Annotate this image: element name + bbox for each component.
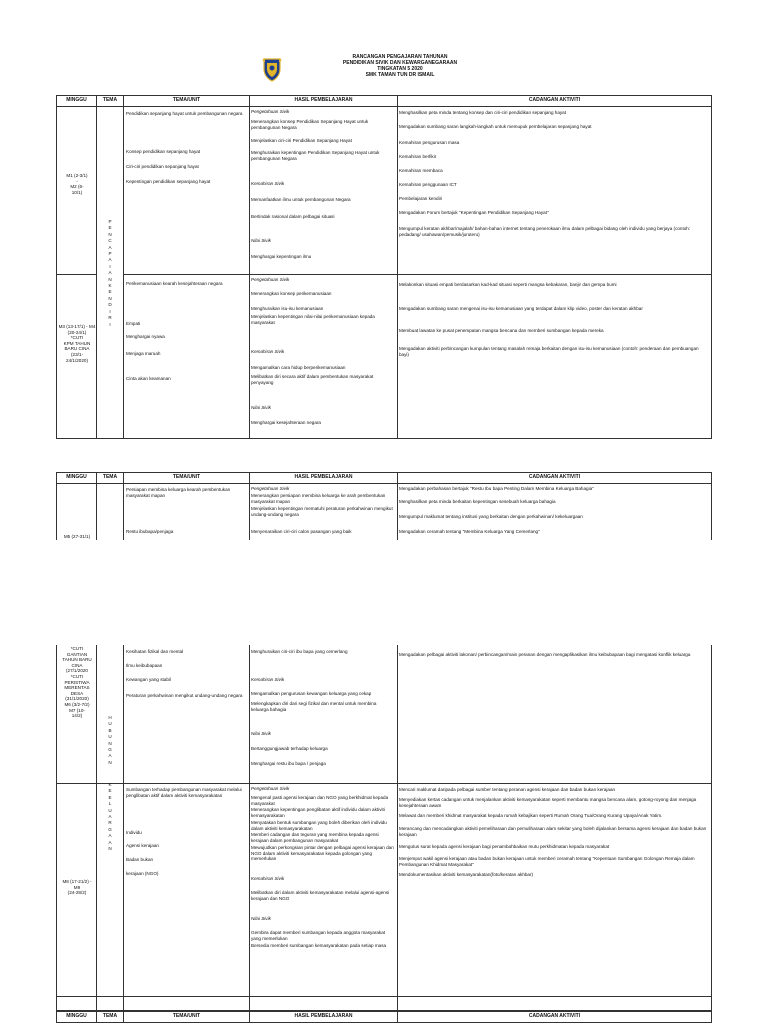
aktiviti-item: Kemahiran pengurusan masa xyxy=(399,140,460,145)
aktiviti-item: Pembelajaran kendiri xyxy=(399,196,443,201)
unit-item: Kesihatan fizikal dan mental xyxy=(126,649,184,654)
col-hasil: HASIL PEMBELAJARAN xyxy=(250,96,398,107)
unit-item: Persiapan membina keluarga kearah pembentukan masyarakat mapan xyxy=(126,487,231,498)
hasil-item: Menyenaraikan ciri-ciri calon pasangan yang baik xyxy=(251,529,352,534)
hasil-heading: Kemahiran Sivik xyxy=(251,181,285,186)
aktiviti-item: Menghasilkan peta minda berkaitan kepentingan sesebuah keluarga bahagia xyxy=(399,499,556,504)
col-aktiviti: CADANGAN AKTIVITI xyxy=(398,1012,712,1023)
hasil-heading: Nilai Sivik xyxy=(251,405,271,410)
aktiviti-item: Mengadakan ceramah tentang "Membina Keluarga Yang Cemerlang" xyxy=(399,529,540,534)
unit-item: Menjaga maruah xyxy=(126,351,161,356)
unit-item: Sumbangan terhadap pembangunan masyarakat melalui penglibatan aktif dalam aktiviti kemasyarakatan xyxy=(126,787,242,798)
aktiviti-item: Menghasilkan peta minda tentang konsep dan ciri-ciri pendidikan sepanjang hayat xyxy=(399,110,567,115)
aktiviti-item: Mengumpul maklumat tentang institusi yang berkaitan dengan perkahwinan/ kekeluargaan xyxy=(399,514,583,519)
hasil-heading: Kemahiran Sivik xyxy=(251,876,285,881)
header-school: SMK TAMAN TUN DR ISMAIL xyxy=(365,72,435,78)
hasil-item: Menghuraikan isu-isu kemanusiaan xyxy=(251,306,324,311)
table-row xyxy=(57,484,712,541)
hasil-item: Melibatkan diri dalam aktiviti kemasyarakatan melalui agensi-agensi kerajaan dan NGO xyxy=(251,890,390,901)
col-aktiviti: CADANGAN AKTIVITI xyxy=(398,96,712,107)
col-tema-unit: TEMA/UNIT xyxy=(124,473,250,484)
minggu-cell: M5 (27-31/1) xyxy=(63,534,91,539)
col-tema-unit: TEMA/UNIT xyxy=(124,1012,250,1023)
aktiviti-item: Mengadakan sumbang saran langkah-langkah untuk memupuk pembelajaran sepanjang hayat xyxy=(399,124,592,129)
col-minggu: MINGGU xyxy=(57,1012,97,1023)
hasil-item: Menghuraikan ciri-ciri ibu bapa yang cemerlang xyxy=(251,649,348,654)
aktiviti-item: Menjemput wakil agensi kerajaan atau badan bukan kerajaan untuk memberi ceramah tentang "Kepentuan Sumbangan Golongan Remaja dalam Pembangunan Khidmat Masyarakat" xyxy=(399,856,695,867)
plan-table-2 xyxy=(56,472,712,540)
col-tema: TEMA xyxy=(97,96,124,107)
aktiviti-item: Mengadakan perbahasan bertajuk "Restu Ibu bapa Penting Dalam Membina Keluarga Bahagia" xyxy=(399,486,594,491)
unit-item: Individu xyxy=(126,830,142,835)
col-tema: TEMA xyxy=(97,1012,124,1023)
col-minggu: MINGGU xyxy=(57,473,97,484)
unit-item: Cinta akan keamanan xyxy=(126,376,171,381)
aktiviti-item: Mengadakan pelbagai aktiviti lakonan/ perbincangan/main peranan dengan mengaplikasikan ilmu keibubapaan bagi mengatasi konflik keluarga xyxy=(399,652,691,657)
header-level: TINGKATAN 5 2020 xyxy=(377,66,423,72)
header-title: RANCANGAN PENGAJARAN TAHUNAN xyxy=(352,54,448,60)
unit-item: Agensi kerajaan xyxy=(126,843,159,848)
plan-table-4 xyxy=(56,1011,712,1023)
hasil-heading: Pengetahuan Sivik xyxy=(251,277,290,282)
hasil-item: Memberi cadangan dan teguran yang membina kepada agensi kerajaan dalam pembangunan masyarakat xyxy=(251,832,379,843)
plan-table-3 xyxy=(56,645,712,1011)
document-header xyxy=(300,54,500,78)
tema-vertical-label: K E E L U A R G A A N xyxy=(108,782,112,852)
hasil-item: Menjelaskan kepentingan mematuhi peraturan perkahwinan mengikut undang-undang negara xyxy=(251,506,393,517)
unit-item: kerajaan (NGO) xyxy=(126,871,159,876)
hasil-item: Mewujudkan perkongsian pintar dengan pelbagai agensi kerajaan dan NGO dalam aktiviti kemasyarakatan kepada golongan yang memerlukan xyxy=(251,845,394,862)
minggu-cell: M8 (17-21/2) - M9 (24-28/2) xyxy=(62,879,92,896)
unit-item: Badan bukan xyxy=(126,857,154,862)
hasil-heading: Nilai Sivik xyxy=(251,238,271,243)
hasil-heading: Kemahiran Sivik xyxy=(251,349,285,354)
aktiviti-item: Mengumpul keratan akhbar/majalah/ bahan-bahan internet tentang penerokaan ilmu dalam pelbagai bidang oleh individu yang berjaya (contoh: pedadang/ usahawan/pemusik/juruteru) xyxy=(399,226,691,237)
table-header-row xyxy=(57,96,712,107)
hasil-item: Menghuraikan kepentingan Pendidikan Sepanjang Hayat untuk pembangunan Negara xyxy=(251,150,380,161)
aktiviti-item: Mengutus surat kepada agensi kerajaan bagi penambahbaikan mutu perkhidmatan kepada masyarakat xyxy=(399,844,610,849)
unit-item: Restu ibubapa/penjaga xyxy=(126,529,174,534)
unit-item: Kewangan yang stabil xyxy=(126,677,171,682)
table-row xyxy=(57,784,712,997)
aktiviti-item: Membuat lawatan ke pusat penempatan mangsa bencana dan memberi sumbangan kepada mereka xyxy=(399,328,604,333)
aktiviti-item: Menyediakan kertas cadangan untuk menjalankan aktiviti kemasyarakatan seperti membantu mangsa bencana alam, gotong-royong dan menjaga kesejahteraan awam xyxy=(399,797,697,808)
hasil-item: Melengkapkan diri dari segi fizikal dan mental untuk membina keluarga bahagia xyxy=(251,701,377,712)
aktiviti-item: Melakonkan situasi empati berdasarkan kad-kad situasi seperti mangsa kebakaran, banjir dan gempa bumi xyxy=(399,282,617,287)
hasil-item: Mengenal pasti agensi kerajaan dan NGO yang berkhidmat kepada masyarakat xyxy=(251,795,389,806)
table-header-row xyxy=(57,473,712,484)
col-minggu: MINGGU xyxy=(57,96,97,107)
hasil-heading: Pengetahuan Sivik xyxy=(251,109,290,114)
unit-item: Peraturan perkahwinan mengikut undang-undang negara xyxy=(126,693,243,698)
hasil-heading: Pengetahuan Sivik xyxy=(251,486,290,491)
hasil-item: Menerangkan konsep perikemanusiaan xyxy=(251,291,332,296)
hasil-heading: Nilai Sivik xyxy=(251,731,271,736)
hasil-item: Menghargai kesejahteraan negara xyxy=(251,420,321,425)
col-tema: TEMA xyxy=(97,473,124,484)
col-hasil: HASIL PEMBELAJARAN xyxy=(250,473,398,484)
hasil-item: Menerangkan kepentingan penglibatan aktif individu dalam aktiviti kemasyarakatan xyxy=(251,807,385,818)
tema-vertical-label: P E N C A P A I A N K E N D I R I xyxy=(108,219,112,327)
aktiviti-item: Mencari maklumat daripada pelbagai sumber tentang peranan agensi kerajaan dan badan bukan kerajaan xyxy=(399,787,616,792)
hasil-item: Memanfaatkan ilmu untuk pembangunan Negara xyxy=(251,197,351,202)
hasil-item: Menerangkan konsep Pendidikan Sepanjang Hayat untuk pembangunan Negara xyxy=(251,119,369,130)
table-row xyxy=(57,997,712,1011)
unit-item: Menghargai nyawa xyxy=(126,334,165,339)
hasil-item: Menjelaskan kepentingan nilai-nilai perikemanusiaan kepada masyarakat xyxy=(251,314,375,325)
minggu-cell: *CUTI GANTIAN TAHUN BARU CINA (27/1/2020 *CUTI PERISTIWA MERENTAS DESA (31/1/2020) M6 (3/2-7/2) M7 (10- 14/2) xyxy=(62,646,92,719)
hasil-item: Menyatakan bentuk sumbangan yang boleh diberikan oleh individu dalam aktiviti kemasyarakatan xyxy=(251,820,387,831)
aktiviti-item: Kemahiran penggunaan ICT xyxy=(399,182,457,187)
hasil-item: Bersedia memberi sumbangan kemasyarakatan pada setiap masa xyxy=(251,943,387,948)
hasil-item: Menghargai kepentingan ilmu xyxy=(251,254,312,259)
col-tema-unit: TEMA/UNIT xyxy=(124,96,250,107)
school-crest-logo xyxy=(261,56,283,82)
unit-item: Empati xyxy=(126,321,141,326)
hasil-heading: Pengetahuan Sivik xyxy=(251,786,290,791)
aktiviti-item: Merancang dan mencadangkan aktiviti pemeliharaan dan pemuliharaan alam sekitar yang boleh dijalankan bersama agensi kerajaan dan badan bukan kerajaan xyxy=(399,826,707,837)
table-row xyxy=(57,645,712,784)
aktiviti-item: Kemahiran membaca xyxy=(399,168,443,173)
unit-item: Perikemanusiaan kearah kesejahteraan negara xyxy=(126,281,223,286)
hasil-item: Melibatkan diri secara aktif dalam pembentukan masyarakat penyayang xyxy=(251,374,374,385)
plan-table-1 xyxy=(56,95,712,439)
hasil-item: Menerangkan persiapan membina keluarga ke arah pembentukan masyarakat mapan xyxy=(251,493,386,504)
col-aktiviti: CADANGAN AKTIVITI xyxy=(398,473,712,484)
hasil-heading: Nilai Sivik xyxy=(251,916,271,921)
hasil-item: Bertindak rasional dalam pelbagai situasi xyxy=(251,214,335,219)
unit-item: Kepentingan pendidikan sepanjang hayat xyxy=(126,179,211,184)
unit-item: Ilmu keibubapaan xyxy=(126,663,163,668)
table-row xyxy=(57,107,712,275)
hasil-item: Mengamalkan cara hidup berperikemanusiaan xyxy=(251,365,346,370)
hasil-item: Bertanggungjawab terhadap keluarga xyxy=(251,746,328,751)
header-subject: PENDIDIKAN SIVIK DAN KEWARGANEGARAAN xyxy=(342,60,458,66)
unit-item: Pendidikan sepanjang hayat untuk pembangunan negara xyxy=(126,111,243,116)
minggu-cell: M3 (13-17/1) - M4 (20-24/1) *CUTI KPM TAHUN BARU CINA (23/1- 24/1/2020) xyxy=(58,324,96,363)
hasil-item: Menghargai restu ibu bapa / penjaga xyxy=(251,761,326,766)
hasil-item: Mengamalkan pengurusan kewangan keluarga yang cekap xyxy=(251,691,372,696)
aktiviti-item: Mendokumentasikan aktiviti kemasyarakatan(foto/keratan akhbar) xyxy=(399,872,534,877)
aktiviti-item: Mengadakan Forum bertajuk "Kepentingan Pendidikan Sepanjang Hayat" xyxy=(399,210,549,215)
table-row xyxy=(57,275,712,439)
hasil-item: Gembira dapat memberi sumbangan kepada anggota masyarakat yang memerlukan xyxy=(251,930,386,941)
table-header-row xyxy=(57,1012,712,1023)
hasil-heading: Kemahiran Sivik xyxy=(251,677,285,682)
minggu-cell: M1 (2-3/1) - M2 (6- 10/1) xyxy=(66,173,88,195)
aktiviti-item: Mengadakan aktiviti perbincangan kumpulan tentang masalah remaja berkaitan dengan isu-isu kemanusiaan (contoh: penderaan dan pembuangan bayi) xyxy=(399,346,699,357)
tema-vertical-label: H U B U N G A N xyxy=(108,715,112,765)
unit-item: Konsep pendidikan sepanjang hayat xyxy=(126,149,201,154)
col-hasil: HASIL PEMBELAJARAN xyxy=(250,1012,398,1023)
unit-item: Ciri-ciri pendidikan sepanjang hayat xyxy=(126,164,199,169)
aktiviti-item: Kemahiran berfikir xyxy=(399,154,437,159)
hasil-item: Menjelaskan ciri-ciri Pendidikan Sepanjang Hayat xyxy=(251,138,352,143)
aktiviti-item: Melawat dan memberi khidmat masyarakat kepada rumah kebajikan seperti Rumah Orang Tua/Orang Kurang Upaya/Anak Yatim. xyxy=(399,813,663,818)
aktiviti-item: Mengadakan sumbang saran mengenai isu-isu kemanusiaan yang terdapat dalam klip video, poster dan keratan akhbar xyxy=(399,306,643,311)
